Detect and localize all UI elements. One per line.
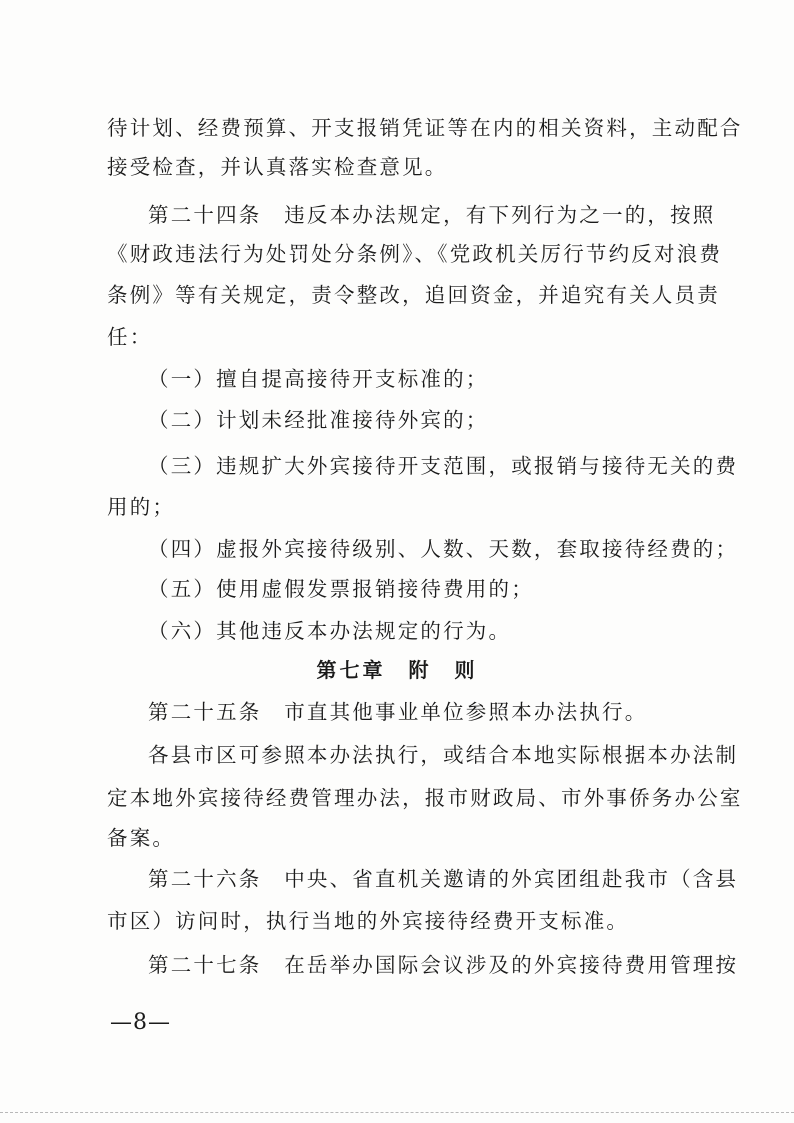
paragraph-line: 定本地外宾接待经费管理办法，报市财政局、市外事侨务办公室 bbox=[107, 786, 743, 810]
article-25-line: 第二十五条 市直其他事业单位参照本办法执行。 bbox=[148, 700, 648, 724]
paragraph-line: 备案。 bbox=[107, 826, 176, 850]
list-item-6: （六）其他违反本办法规定的行为。 bbox=[148, 619, 512, 643]
article-26-line: 第二十六条 中央、省直机关邀请的外宾团组赴我市（含县 bbox=[148, 867, 739, 891]
scan-edge-divider bbox=[0, 1112, 794, 1114]
list-item-2: （二）计划未经批准接待外宾的； bbox=[148, 408, 489, 432]
list-item-5: （五）使用虚假发票报销接待费用的； bbox=[148, 577, 534, 601]
list-item-3-cont: 用的； bbox=[107, 495, 176, 519]
page-number: —8— bbox=[110, 1010, 171, 1035]
list-item-4: （四）虚报外宾接待级别、人数、天数，套取接待经费的； bbox=[148, 537, 739, 561]
list-item-1: （一）擅自提高接待开支标准的； bbox=[148, 367, 489, 391]
paragraph-line: 条例》等有关规定，责令整改，追回资金，并追究有关人员责 bbox=[107, 283, 720, 307]
paragraph-line: 各县市区可参照本办法执行，或结合本地实际根据本办法制 bbox=[148, 743, 739, 767]
article-24-line: 第二十四条 违反本办法规定，有下列行为之一的，按照 bbox=[148, 203, 716, 227]
paragraph-line: 任： bbox=[107, 325, 153, 349]
chapter-heading: 第七章 附 则 bbox=[316, 658, 478, 682]
paragraph-line: 市区）访问时，执行当地的外宾接待经费开支标准。 bbox=[107, 909, 630, 933]
article-27-line: 第二十七条 在岳举办国际会议涉及的外宾接待费用管理按 bbox=[148, 953, 739, 977]
list-item-3: （三）违规扩大外宾接待开支范围，或报销与接待无关的费 bbox=[148, 454, 739, 478]
paragraph-line: 《财政违法行为处罚处分条例》、《党政机关厉行节约反对浪费 bbox=[107, 242, 723, 266]
paragraph-line: 待计划、经费预算、开支报销凭证等在内的相关资料，主动配合 bbox=[107, 116, 743, 140]
paragraph-line: 接受检查，并认真落实检查意见。 bbox=[107, 155, 448, 179]
